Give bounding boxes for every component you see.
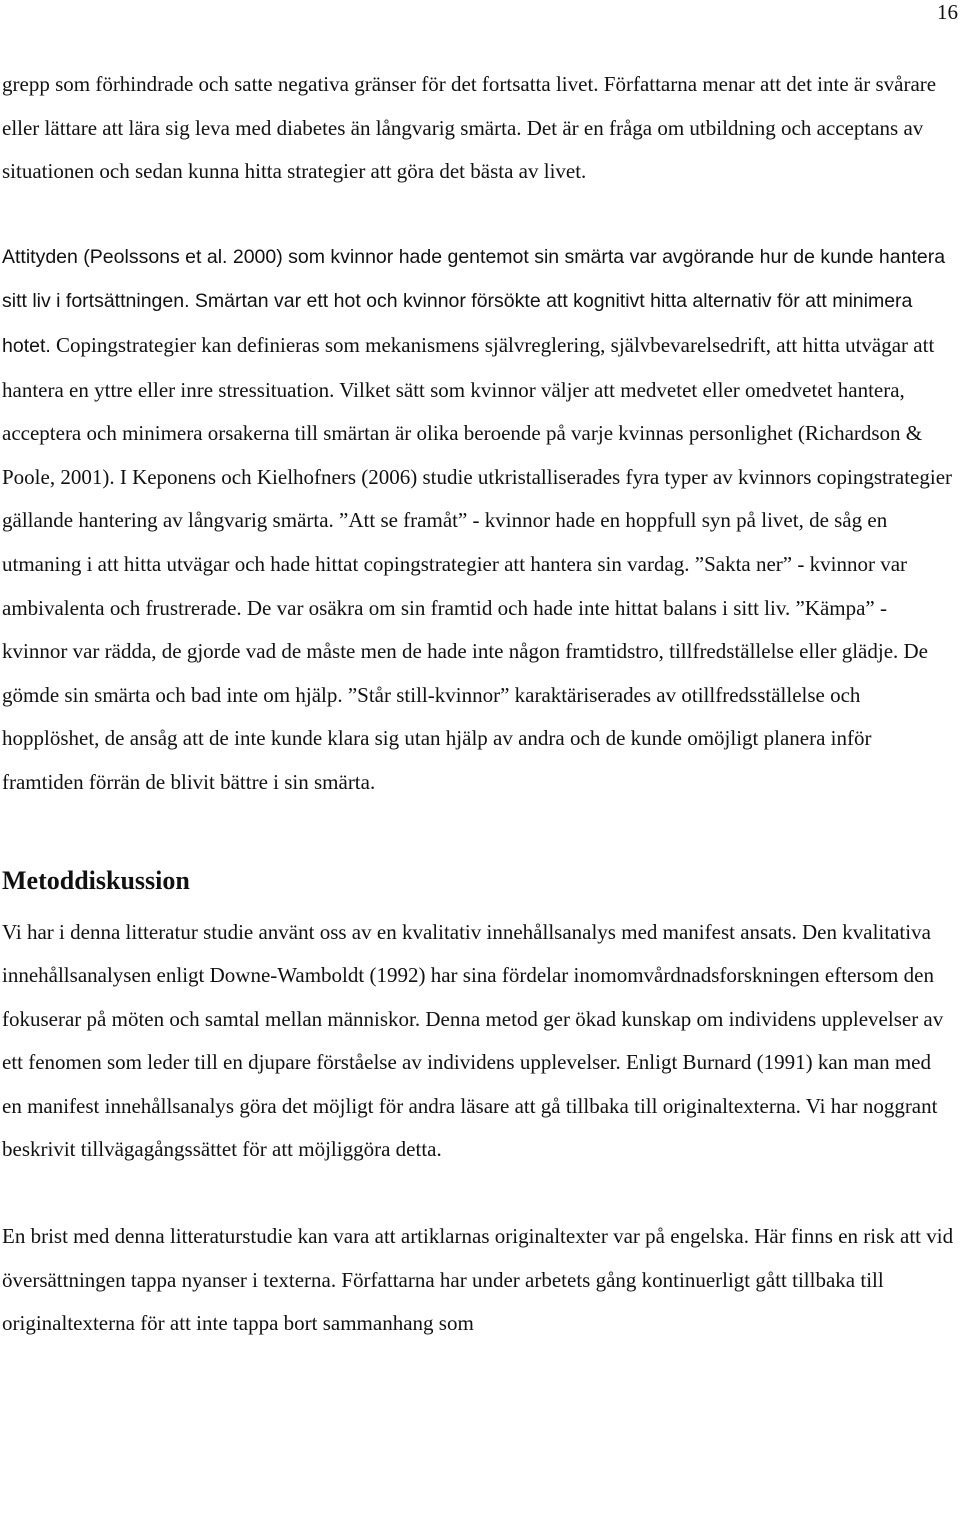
paragraph-method: Vi har i denna litteratur studie använt oss av en kvalitativ innehållsanalys med manifest ansats. Den kvalitativa innehållsanalysen enligt Downe-Wamboldt (1992) har sina fördelar inomomvårdnadsforskningen eftersom den fokuserar på möten och samtal mellan människor. Denna metod ger ökad kunskap om individens upplevelser av ett fenomen som leder till en djupare förståelse av individens upplevelser. Enligt Burnard (1991) kan man med en manifest innehållsanalys göra det möjligt för andra läsare att gå tillbaka till originaltexterna. Vi har noggrant beskrivit tillvägagångssättet för att möjliggöra detta. bbox=[2, 919, 944, 1162]
paragraph-spacer bbox=[2, 1172, 954, 1215]
section-heading: Metoddiskussion bbox=[2, 865, 190, 895]
section-spacer bbox=[2, 805, 954, 851]
paragraph-intro: grepp som förhindrade och satte negativa gränser för det fortsatta livet. Författarna menar att det inte är svårare eller lättare att lära sig leva med diabetes än långvarig smärta. Det är en fråga om utbildning och acceptans av situationen och sedan kunna hitta strategier att göra det bästa av livet. bbox=[2, 72, 937, 184]
paragraph-spacer bbox=[2, 194, 954, 235]
paragraph-coping bbox=[2, 235, 954, 805]
paragraph-limitation: En brist med denna litteraturstudie kan vara att artiklarnas originaltexter var på engelska. Här finns en risk att vid översättningen tappa nyanser i texterna. Författarna har under arbetets gång kontinuerligt gått tillbaka till originaltexterna för att inte tappa bort sammanhang som bbox=[2, 1224, 954, 1336]
document-body bbox=[2, 63, 954, 1346]
coping-text: Copingstrategier kan definieras som mekanismens självreglering, självbevarelsedrift, att hitta utvägar att hantera en yttre eller inre stressituation. Vilket sätt som kvinnor väljer att medvetet eller omedvetet hantera, acceptera och minimera orsakerna till smärtan är olika beroende på varje kvinnas personlighet (Richardson & Poole, 2001). I Keponens och Kielhofners (2006) studie utkristalliserades fyra typer av kvinnors copingstrategier gällande hantering av långvarig smärta. ”Att se framåt” - kvinnor hade en hoppfull syn på livet, de såg en utmaning i att hitta utvägar och hade hittat copingstrategier att hantera sin vardag. ”Sakta ner” - kvinnor var ambivalenta och frustrerade. De var osäkra om sin framtid och hade inte hittat balans i sitt liv. ”Kämpa” - kvinnor var rädda, de gjorde vad de måste men de hade inte någon framtidstro, tillfredställelse eller glädje. De gömde sin smärta och bad inte om hjälp. ”Står still-kvinnor” karaktäriserades av otillfredsställelse och hopplöshet, de ansåg att de inte kunde klara sig utan hjälp av andra och de kunde omöjligt planera inför framtiden förrän de blivit bättre i sin smärta. bbox=[2, 332, 953, 794]
page-number: 16 bbox=[937, 0, 958, 24]
attitude-sentence: Attityden (Peolssons et al. 2000) som kvinnor hade gentemot sin smärta var avgörande hur de kunde hantera sitt liv i fortsättningen. Smärtan var ett hot och kvinnor försökte att kognitivt hitta alternativ för att minimera hotet. bbox=[2, 245, 946, 357]
